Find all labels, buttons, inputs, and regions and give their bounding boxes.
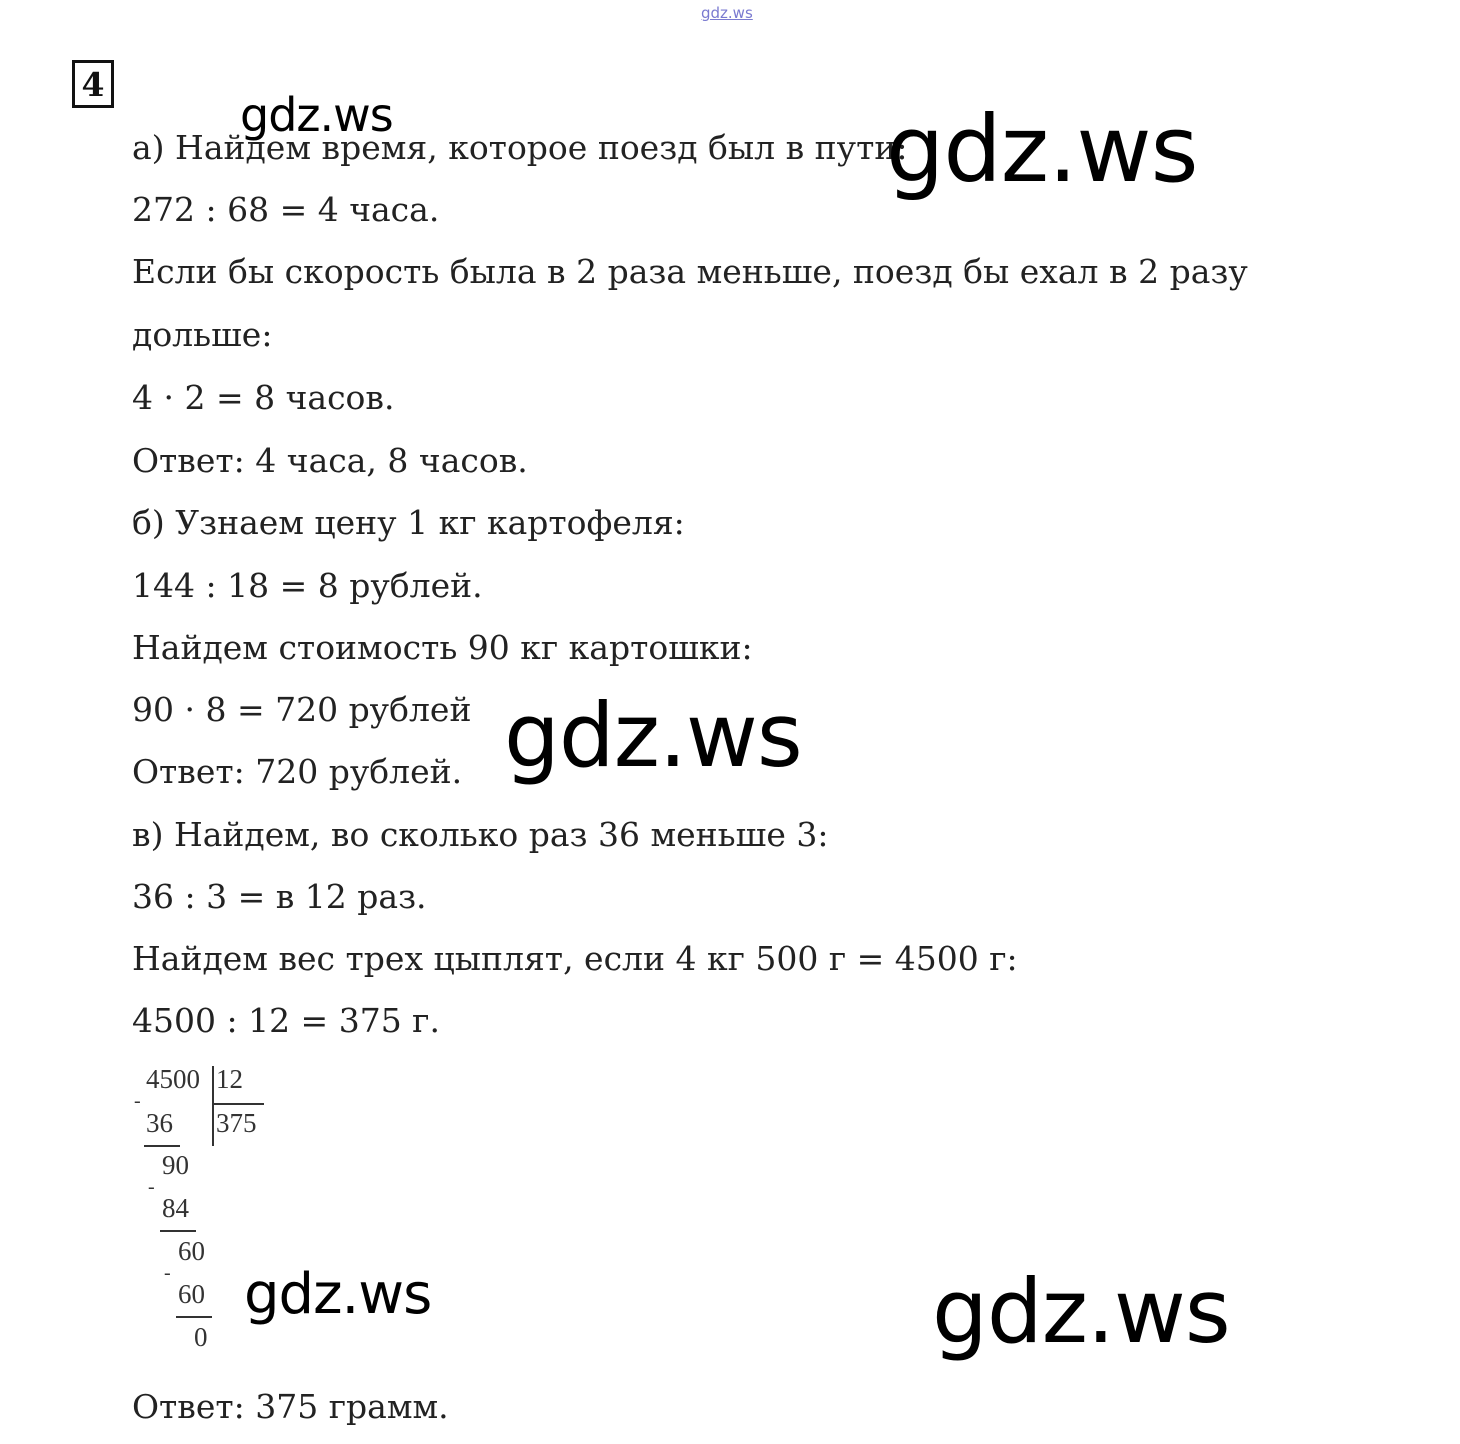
step-underline	[176, 1316, 212, 1318]
line-a-calc2: 4 · 2 = 8 часов.	[132, 378, 395, 417]
line-a-calc: 272 : 68 = 4 часа.	[132, 190, 440, 229]
task-number: 4	[72, 60, 114, 108]
division-bar	[212, 1066, 214, 1146]
division-quotient: 375	[216, 1108, 257, 1138]
division-step-5: 60	[178, 1279, 205, 1309]
step-underline	[144, 1145, 180, 1147]
division-remainder: 0	[194, 1322, 208, 1352]
division-dividend: 4500	[146, 1064, 200, 1094]
watermark-small-top: gdz.ws	[240, 88, 393, 142]
watermark-small-bottom: gdz.ws	[244, 1262, 432, 1327]
watermark-large-bottom: gdz.ws	[932, 1260, 1230, 1363]
minus-sign: -	[164, 1262, 171, 1284]
line-c-calc: 36 : 3 = в 12 раз.	[132, 877, 427, 916]
line-a-condition-cont: дольше:	[132, 315, 273, 354]
minus-sign: -	[148, 1176, 155, 1198]
line-c-weight: Найдем вес трех цыплят, если 4 кг 500 г = 4500 г:	[132, 939, 1018, 978]
line-c-calc2: 4500 : 12 = 375 г.	[132, 1001, 440, 1040]
minus-sign: -	[134, 1090, 141, 1112]
line-b-calc: 144 : 18 = 8 рублей.	[132, 566, 483, 605]
line-b-intro: б) Узнаем цену 1 кг картофеля:	[132, 503, 685, 542]
line-a-answer: Ответ: 4 часа, 8 часов.	[132, 441, 528, 480]
division-step-1: 36	[146, 1108, 173, 1138]
site-link[interactable]: gdz.ws	[701, 4, 753, 22]
division-divisor: 12	[216, 1064, 243, 1094]
line-c-intro: в) Найдем, во сколько раз 36 меньше 3:	[132, 815, 829, 854]
line-a-condition: Если бы скорость была в 2 раза меньше, поезд бы ехал в 2 разу	[132, 252, 1248, 291]
line-a-intro: а) Найдем время, которое поезд был в пути:	[132, 128, 908, 167]
line-b-answer: Ответ: 720 рублей.	[132, 752, 463, 791]
division-step-3: 84	[162, 1193, 189, 1223]
step-underline	[160, 1230, 196, 1232]
divisor-underline	[214, 1103, 264, 1105]
final-answer: Ответ: 375 грамм.	[132, 1387, 449, 1426]
division-step-4: 60	[178, 1236, 205, 1266]
watermark-middle: gdz.ws	[504, 684, 802, 787]
watermark-large-top: gdz.ws	[886, 96, 1198, 203]
line-b-cost: Найдем стоимость 90 кг картошки:	[132, 628, 753, 667]
line-b-calc2: 90 · 8 = 720 рублей	[132, 690, 472, 729]
division-step-2: 90	[162, 1150, 189, 1180]
